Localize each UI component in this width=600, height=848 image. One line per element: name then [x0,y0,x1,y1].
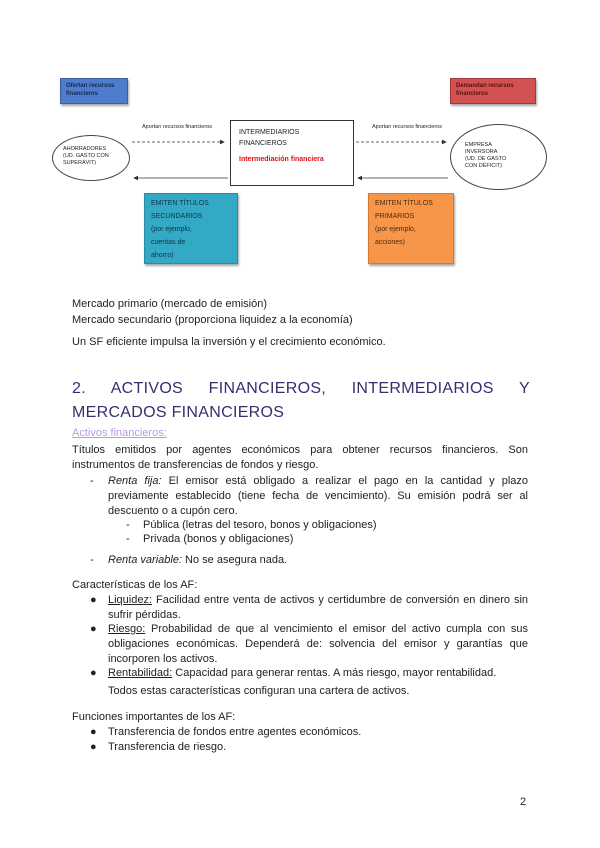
offer-resources-tag: Ofertan recursos financieros [60,78,128,104]
intermediation-label: Intermediación financiera [239,156,324,163]
diagram-arrows [52,72,550,276]
bullet-dash: - [90,554,94,566]
primary-titles-box [368,193,454,264]
primary-line-4: acciones) [375,239,405,246]
secondary-line-4: cuentas de [151,239,186,246]
page-number: 2 [520,796,527,808]
caracteristicas-heading: Características de los AF: [72,579,198,591]
liquidez-text: Facilidad entre venta de activos y certidumbre de conversión en dinero sin sufrir pérdidas. [108,594,528,621]
secondary-line-2: SECUNDARIOS [151,213,203,220]
secondary-market-line: Mercado secundario (proporciona liquidez a la economía) [72,314,353,326]
secondary-line-5: ahorro) [151,252,174,259]
financial-intermediation-diagram [52,72,550,276]
liquidez-label: Liquidez: [108,594,153,606]
transferencia-riesgo-item: Transferencia de riesgo. [108,741,227,753]
todas-caracteristicas-line: Todos estas características configuran una cartera de activos. [108,685,410,697]
renta-fija-label: Renta fija: [108,475,162,487]
renta-fija-item [108,474,528,519]
renta-variable-label: Renta variable: [108,554,182,566]
demand-resources-tag: Demandan recursos financieros [450,78,536,104]
intermediaries-line-2: FINANCIEROS [239,140,287,147]
bullet-dash: - [126,519,130,531]
primary-line-2: PRIMARIOS [375,213,415,220]
riesgo-label: Riesgo: [108,623,146,635]
primary-market-line: Mercado primario (mercado de emisión) [72,298,268,310]
bullet-dot: ● [90,741,97,753]
titulos-paragraph: Títulos emitidos por agentes económicos para obtener recursos financieros. Son instrumentos de transferencias de fondos y riesgo. [72,444,528,471]
primary-line-1: EMITEN TÍTULOS [375,200,433,207]
firm-line-2: INVERSORA [465,149,498,155]
arrow-label-right: Aportan recursos financieros [372,124,443,130]
rentabilidad-text: Capacidad para generar rentas. A más riesgo, mayor rentabilidad. [172,667,497,679]
subheading-activos: Activos financieros: [72,427,167,439]
secondary-line-3: (por ejemplo, [151,226,192,233]
renta-variable-text: No se asegura nada. [182,554,288,566]
bullet-dot: ● [90,667,97,679]
firm-line-3: (UD. DE GASTO [465,156,507,162]
bullet-dot: ● [90,726,97,738]
arrow-label-left: Aportan recursos financieros [142,124,213,130]
renta-variable-item [108,553,287,568]
liquidez-item [108,593,528,623]
primary-line-3: (por ejemplo, [375,226,416,233]
rentabilidad-item [108,666,496,681]
secondary-titles-box [144,193,238,264]
riesgo-item [108,622,528,667]
firm-line-1: EMPRESA [465,142,492,148]
secondary-line-1: EMITEN TÍTULOS [151,200,209,207]
renta-fija-text: El emisor está obligado a realizar el pago en la cantidad y plazo previamente establecido (tiene fecha de vencimiento). Su emisión podrá ser al descuento o a cupón cero. [108,475,528,517]
bullet-dash: - [126,533,130,545]
savers-line-3: SUPERÁVIT) [63,160,97,166]
section-heading: 2. ACTIVOS FINANCIEROS, INTERMEDIARIOS Y MERCADOS FINANCIEROS [72,380,530,421]
savers-line-1: AHORRADORES [63,146,107,152]
savers-line-2: (UD. GASTO CON [63,153,109,159]
funciones-heading: Funciones importantes de los AF: [72,711,236,723]
rentabilidad-label: Rentabilidad: [108,667,173,679]
transferencia-fondos-item: Transferencia de fondos entre agentes económicos. [108,726,362,738]
sf-line: Un SF eficiente impulsa la inversión y el crecimiento económico. [72,336,386,348]
firm-line-4: CON DÉFICIT) [465,163,502,169]
bullet-dash: - [90,475,94,487]
privada-item: Privada (bonos y obligaciones) [143,533,294,545]
publica-item: Pública (letras del tesoro, bonos y obligaciones) [143,519,377,531]
bullet-dot: ● [90,623,97,635]
intermediaries-line-1: INTERMEDIARIOS [239,129,300,136]
bullet-dot: ● [90,594,97,606]
riesgo-text: Probabilidad de que al vencimiento el emisor del activo cumpla con sus obligaciones económicas. Dependerá de: solvencia del emisor y garantías que incorporen los activos. [108,623,528,665]
